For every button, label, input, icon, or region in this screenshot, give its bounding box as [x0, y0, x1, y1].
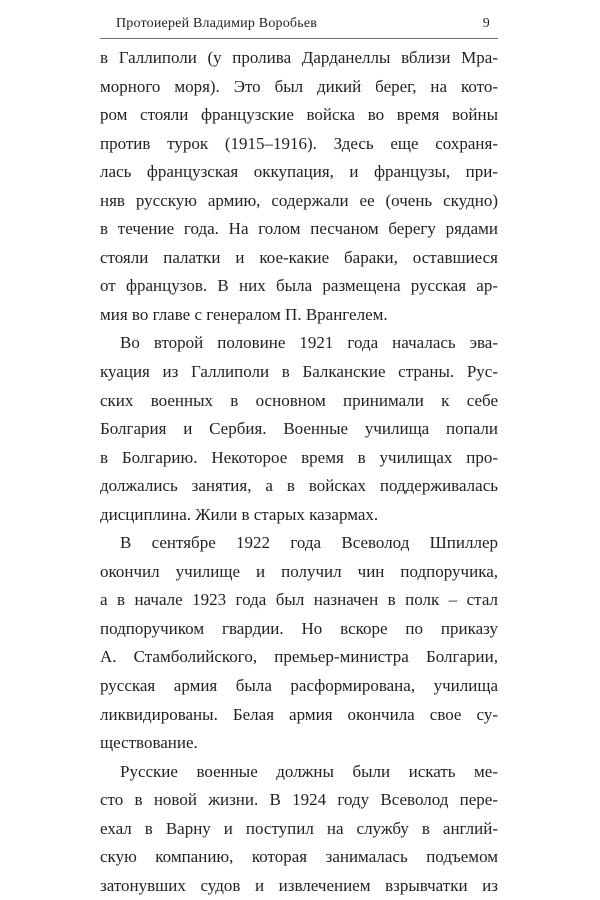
paragraph: [100, 329, 498, 529]
text-line: затонувших судов и извлечением взрывчатки из: [100, 875, 498, 895]
text-line: стояли палатки и кое-какие бараки, оставшиеся: [100, 247, 498, 267]
text-line: окончил училище и получил чин подпоручика,: [100, 561, 498, 581]
text-line: сто в новой жизни. В 1924 году Всеволод пере-: [100, 790, 498, 810]
text-line: скую компанию, которая занималась подъемом: [100, 847, 498, 867]
text-line: Русские военные должны были искать ме-: [120, 761, 498, 781]
text-line: Болгария и Сербия. Военные училища попали: [100, 419, 498, 439]
text-line: от французов. В них была размещена русская ар-: [100, 276, 498, 296]
text-line: в течение года. На голом песчаном берегу рядами: [100, 219, 498, 239]
text-line: куация из Галлиполи в Балканские страны. Рус-: [100, 362, 498, 382]
text-line: в Галлиполи (у пролива Дарданеллы вблизи Мра-: [100, 48, 498, 67]
text-line: подпоручиком гвардии. Но вскоре по приказу: [100, 618, 498, 638]
text-line: А. Стамболийского, премьер-министра Болгарии,: [100, 647, 498, 667]
text-line: мия во главе с генералом П. Врангелем.: [100, 304, 388, 324]
running-header: [116, 16, 490, 38]
text-line: ществование.: [100, 733, 198, 753]
text-line: лась французская оккупация, и французы, при-: [100, 162, 498, 182]
text-line: ром стояли французские войска во время войны: [100, 105, 498, 125]
text-line: Во второй половине 1921 года началась эва-: [120, 333, 498, 353]
text-line: а в начале 1923 года был назначен в полк – стал: [100, 590, 498, 610]
text-line: ликвидированы. Белая армия окончила свое су-: [100, 704, 498, 724]
text-line: русская армия была расформирована, училища: [100, 676, 498, 696]
header-rule: [100, 38, 498, 39]
paragraph: [100, 758, 498, 900]
text-line: должались занятия, а в войсках поддерживалась: [100, 476, 498, 496]
text-line: дисциплина. Жили в старых казармах.: [100, 504, 379, 524]
paragraph: [100, 44, 498, 329]
body-text: [100, 44, 498, 900]
text-line: ских военных в основном принимали к себе: [100, 390, 498, 410]
text-line: ехал в Варну и поступил на службу в англий-: [100, 818, 498, 838]
page-number: 9: [482, 16, 490, 31]
text-line: няв русскую армию, содержали ее (очень скудно): [100, 190, 498, 210]
text-line: в Болгарию. Некоторое время в училищах про-: [100, 447, 498, 467]
text-line: В сентябре 1922 года Всеволод Шпиллер: [120, 533, 498, 553]
header-author: Протоиерей Владимир Воробьев: [116, 16, 318, 31]
text-line: против турок (1915–1916). Здесь еще сохраня-: [100, 133, 498, 153]
paragraph: [100, 529, 498, 757]
text-line: морного моря). Это был дикий берег, на кото-: [100, 76, 498, 96]
